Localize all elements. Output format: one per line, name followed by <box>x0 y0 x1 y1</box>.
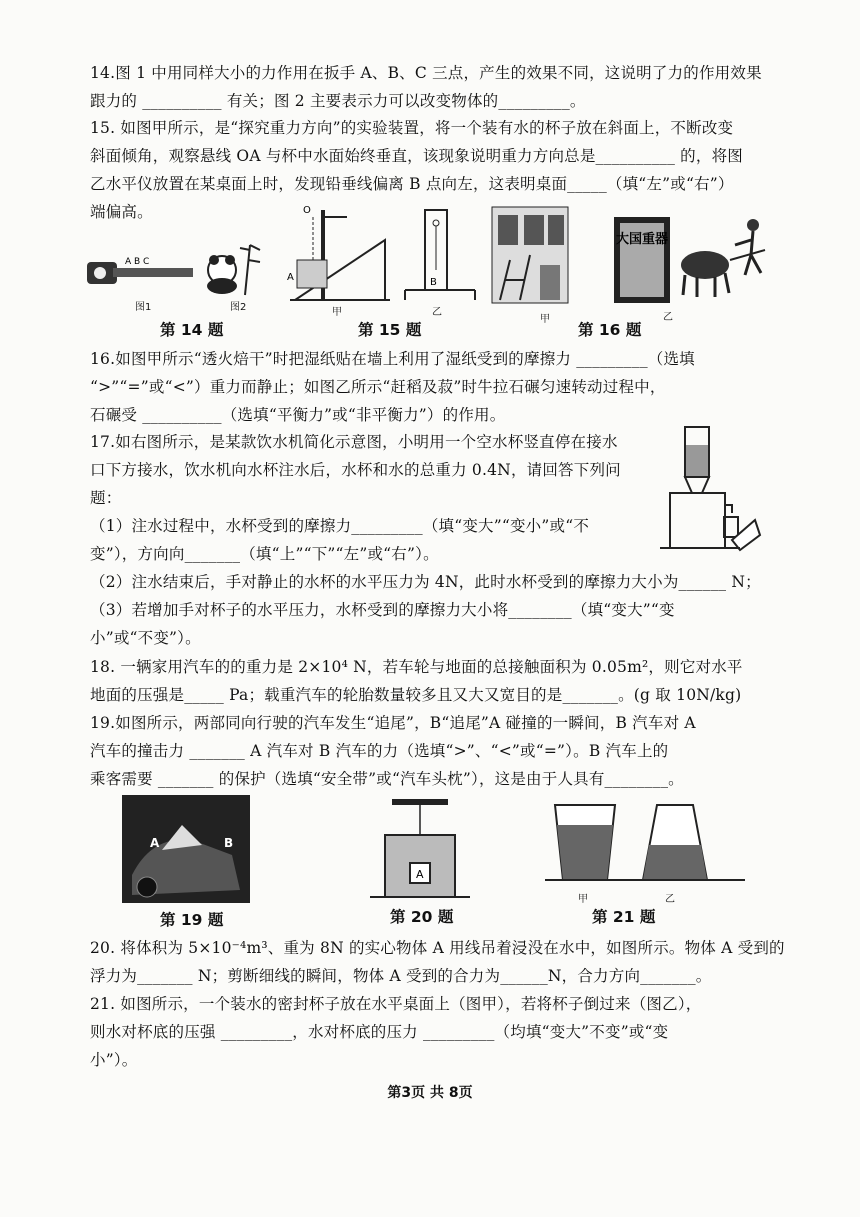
q21-line3: 小”）。 <box>90 1051 138 1069</box>
label-jia-15: 甲 <box>332 307 342 318</box>
car-b-label: B <box>224 836 234 850</box>
label-o: O <box>303 205 311 216</box>
fig2-label: 图2 <box>230 302 247 313</box>
signboard-figure <box>612 215 672 305</box>
caption-q20: 第 20 题 <box>390 908 454 926</box>
q20-line2: 浮力为_______ N；剪断细线的瞬间，物体 A 受到的合力为______N，合力方向_______。 <box>90 967 712 985</box>
q15-line2: 斜面倾角，观察悬线 OA 与杯中水面始终垂直，该现象说明重力方向总是__________ 的，将图 <box>90 147 743 165</box>
q19-line1: 19.如图所示，两部同向行驶的汽车发生“追尾”，B“追尾”A 碰撞的一瞬间，B 汽车对 A <box>90 714 696 732</box>
q20-line1: 20. 将体积为 5×10⁻⁴m³、重为 8N 的实心物体 A 用线吊着浸没在水中，如图所示。物体 A 受到的 <box>90 939 785 957</box>
caption-q14: 第 14 题 <box>160 321 224 339</box>
water-dispenser-figure <box>660 425 765 555</box>
caption-q16: 第 16 题 <box>578 321 642 339</box>
q17-line7: （3）若增加手对杯子的水平压力，水杯受到的摩擦力大小将________（填“变大”“变 <box>90 601 675 619</box>
fig1-label: 图1 <box>135 302 152 313</box>
caption-q21: 第 21 题 <box>592 908 656 926</box>
label-a: A <box>287 272 294 283</box>
q18-line1: 18. 一辆家用汽车的的重力是 2×10⁴ N，若车轮与地面的总接触面积为 0.05m²，则它对水平 <box>90 658 743 676</box>
q21-line1: 21. 如图所示，一个装水的密封杯子放在水平桌面上（图甲），若将杯子倒过来（图乙）， <box>90 995 702 1013</box>
level-instrument-figure <box>400 205 480 305</box>
abc-points-label: A B C <box>125 257 150 267</box>
rear-end-collision-photo <box>122 795 250 903</box>
q19-line2: 汽车的撞击力 _______ A 汽车对 B 汽车的力（选填“>”、“<”或“=”）。B 汽车上的 <box>90 742 669 760</box>
caption-q15: 第 15 题 <box>358 321 422 339</box>
wrench-figure <box>85 240 195 300</box>
q17-line3: 题： <box>90 489 122 507</box>
paper-drying-figure <box>490 205 570 305</box>
q14-line1: 14.图 1 中用同样大小的力作用在扳手 A、B、C 三点，产生的效果不同，这说明了力的作用效果 <box>90 64 762 82</box>
q17-line2: 口下方接水，饮水机向水杯注水后，水杯和水的总重力 0.4N，请回答下列问 <box>90 461 621 479</box>
sealed-cups-figure <box>545 800 745 890</box>
q17-line8: 小”或“不变”）。 <box>90 629 201 647</box>
q15-line4: 端偏高。 <box>90 203 153 221</box>
q21-line2: 则水对杯底的压强 _________，水对杯底的压力 _________（均填“变大”不变”或“变 <box>90 1023 669 1041</box>
label-jia-16: 甲 <box>540 314 550 325</box>
label-jia-21: 甲 <box>578 894 588 905</box>
signboard-text: 大国重器 <box>615 232 669 247</box>
ox-stone-roller-figure <box>675 205 775 305</box>
q19-line3: 乘客需要 _______ 的保护（选填“安全带”或“汽车头枕”），这是由于人具有________。 <box>90 770 684 788</box>
q16-line1: 16.如图甲所示“透火焙干”时把湿纸贴在墙上利用了湿纸受到的摩擦力 _________（选填 <box>90 350 695 368</box>
q18-line2: 地面的压强是_____ Pa；载重汽车的轮胎数量较多且又大又宽目的是_______。(g 取 10N/kg) <box>90 686 742 704</box>
car-a-label: A <box>150 836 160 850</box>
label-yi-21: 乙 <box>665 894 675 905</box>
q15-line3: 乙水平仪放置在某桌面上时，发现铅垂线偏离 B 点向左，这表明桌面_____（填“左”或“右”） <box>90 175 734 193</box>
panda-bamboo-figure <box>200 240 265 298</box>
label-yi-15: 乙 <box>432 307 442 318</box>
q17-line6: （2）注水结束后，手对静止的水杯的水平压力为 4N，此时水杯受到的摩擦力大小为______ N； <box>90 573 761 591</box>
label-yi-16: 乙 <box>663 312 673 323</box>
incline-cup-figure <box>285 205 395 305</box>
q16-line3: 石碾受 __________（选填“平衡力”或“非平衡力”）的作用。 <box>90 406 506 424</box>
q15-line1: 15. 如图甲所示，是“探究重力方向”的实验装置，将一个装有水的杯子放在斜面上，不断改变 <box>90 119 734 137</box>
q16-line2: “>”“=”或“<”）重力而静止；如图乙所示“赶稻及菽”时牛拉石碾匀速转动过程中， <box>90 378 666 396</box>
page-footer: 第3页 共 8页 <box>387 1085 473 1101</box>
q17-line4: （1）注水过程中，水杯受到的摩擦力_________（填“变大”“变小”或“不 <box>90 517 590 535</box>
q14-line2: 跟力的 __________ 有关；图 2 主要表示力可以改变物体的_________。 <box>90 92 586 110</box>
submerged-block-figure <box>370 795 470 905</box>
label-b: B <box>430 277 437 288</box>
block-a-label: A <box>416 868 424 881</box>
q17-line5: 变”），方向向_______（填“上”“下”“左”或“右”）。 <box>90 545 439 563</box>
q17-line1: 17.如右图所示，是某款饮水机简化示意图，小明用一个空水杯竖直停在接水 <box>90 433 618 451</box>
caption-q19: 第 19 题 <box>160 911 224 929</box>
